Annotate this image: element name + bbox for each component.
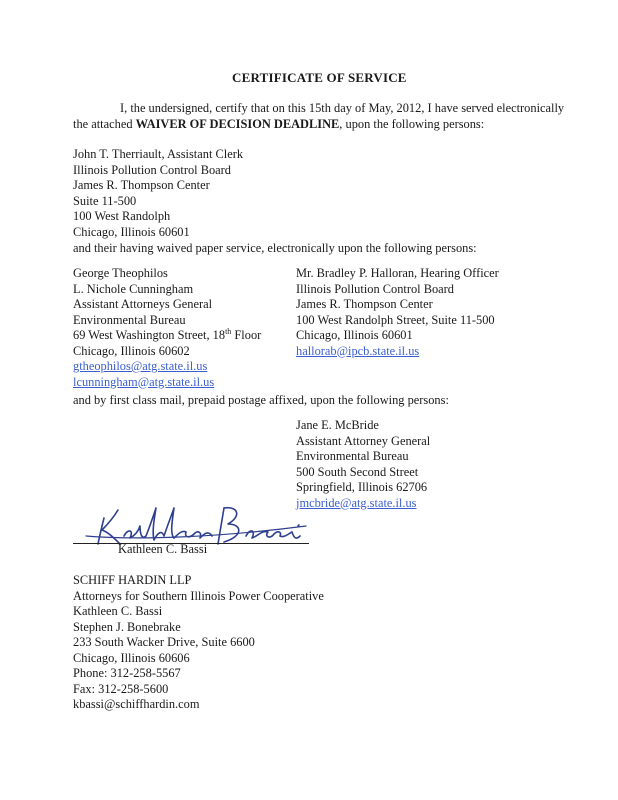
ordinal-suffix: th xyxy=(225,326,232,336)
street-text-post: Floor xyxy=(231,328,262,342)
address-line: Suite 11-500 xyxy=(73,193,137,208)
right-recipient-block xyxy=(296,266,499,359)
email-link[interactable]: gtheophilos@atg.state.il.us xyxy=(73,359,208,373)
email-link[interactable]: jmcbride@atg.state.il.us xyxy=(296,495,417,510)
intro-line-2-pre: the attached xyxy=(73,117,136,131)
firm-block xyxy=(73,573,324,713)
firm-line: Stephen J. Bonebrake xyxy=(73,619,181,634)
firm-name: SCHIFF HARDIN LLP xyxy=(73,573,192,587)
waived-service-text: and their having waived paper service, electronically upon the following persons: xyxy=(73,241,477,255)
left-recipient-block xyxy=(73,266,261,390)
firm-email: kbassi@schiffhardin.com xyxy=(73,697,200,711)
street-text: 69 West Washington Street, 18 xyxy=(73,328,226,342)
address-line: Jane E. McBride xyxy=(296,418,379,432)
address-line: Assistant Attorney General xyxy=(296,433,431,448)
address-line: Environmental Bureau xyxy=(296,449,409,463)
address-line: Springfield, Illinois 62706 xyxy=(296,480,428,494)
address-line: Mr. Bradley P. Halloran, Hearing Officer xyxy=(296,266,499,280)
document-title: CERTIFICATE OF SERVICE xyxy=(232,70,407,85)
address-line: Assistant Attorneys General xyxy=(73,297,213,311)
address-line: John T. Therriault, Assistant Clerk xyxy=(73,147,244,161)
firm-line: Attorneys for Southern Illinois Power Cooperative xyxy=(73,588,324,603)
first-class-mail-text: and by first class mail, prepaid postage affixed, upon the following persons: xyxy=(73,393,449,407)
intro-line-2 xyxy=(73,117,484,133)
address-line: James R. Thompson Center xyxy=(296,297,433,311)
address-line: 500 South Second Street xyxy=(296,464,419,479)
intro-line-1: I, the undersigned, certify that on this 15th day of May, 2012, I have served electronically xyxy=(120,101,565,115)
firm-fax: Fax: 312-258-5600 xyxy=(73,681,169,696)
address-line: 100 West Randolph Street, Suite 11-500 xyxy=(296,312,495,327)
mail-recipient-block xyxy=(296,418,430,511)
address-line xyxy=(73,328,261,344)
firm-line: Kathleen C. Bassi xyxy=(73,604,163,618)
address-line: Illinois Pollution Control Board xyxy=(73,162,231,177)
address-line: 100 West Randolph xyxy=(73,209,171,223)
address-line: Illinois Pollution Control Board xyxy=(296,281,454,296)
address-line: L. Nichole Cunningham xyxy=(73,281,194,296)
address-line: George Theophilos xyxy=(73,266,168,280)
address-line: James R. Thompson Center xyxy=(73,178,210,192)
primary-recipient-block xyxy=(73,147,243,240)
email-link[interactable]: lcunningham@atg.state.il.us xyxy=(73,374,215,389)
document-name: WAIVER OF DECISION DEADLINE xyxy=(135,117,340,131)
email-link[interactable]: hallorab@ipcb.state.il.us xyxy=(296,343,420,358)
firm-line: 233 South Wacker Drive, Suite 6600 xyxy=(73,635,255,649)
address-line: Chicago, Illinois 60601 xyxy=(73,224,190,239)
firm-phone: Phone: 312-258-5567 xyxy=(73,666,181,680)
firm-line: Chicago, Illinois 60606 xyxy=(73,650,190,665)
address-line: Chicago, Illinois 60601 xyxy=(296,328,413,342)
intro-line-2-post: , upon the following persons: xyxy=(339,117,485,131)
address-line: Chicago, Illinois 60602 xyxy=(73,343,190,358)
signer-name: Kathleen C. Bassi xyxy=(118,542,208,556)
address-line: Environmental Bureau xyxy=(73,312,186,327)
